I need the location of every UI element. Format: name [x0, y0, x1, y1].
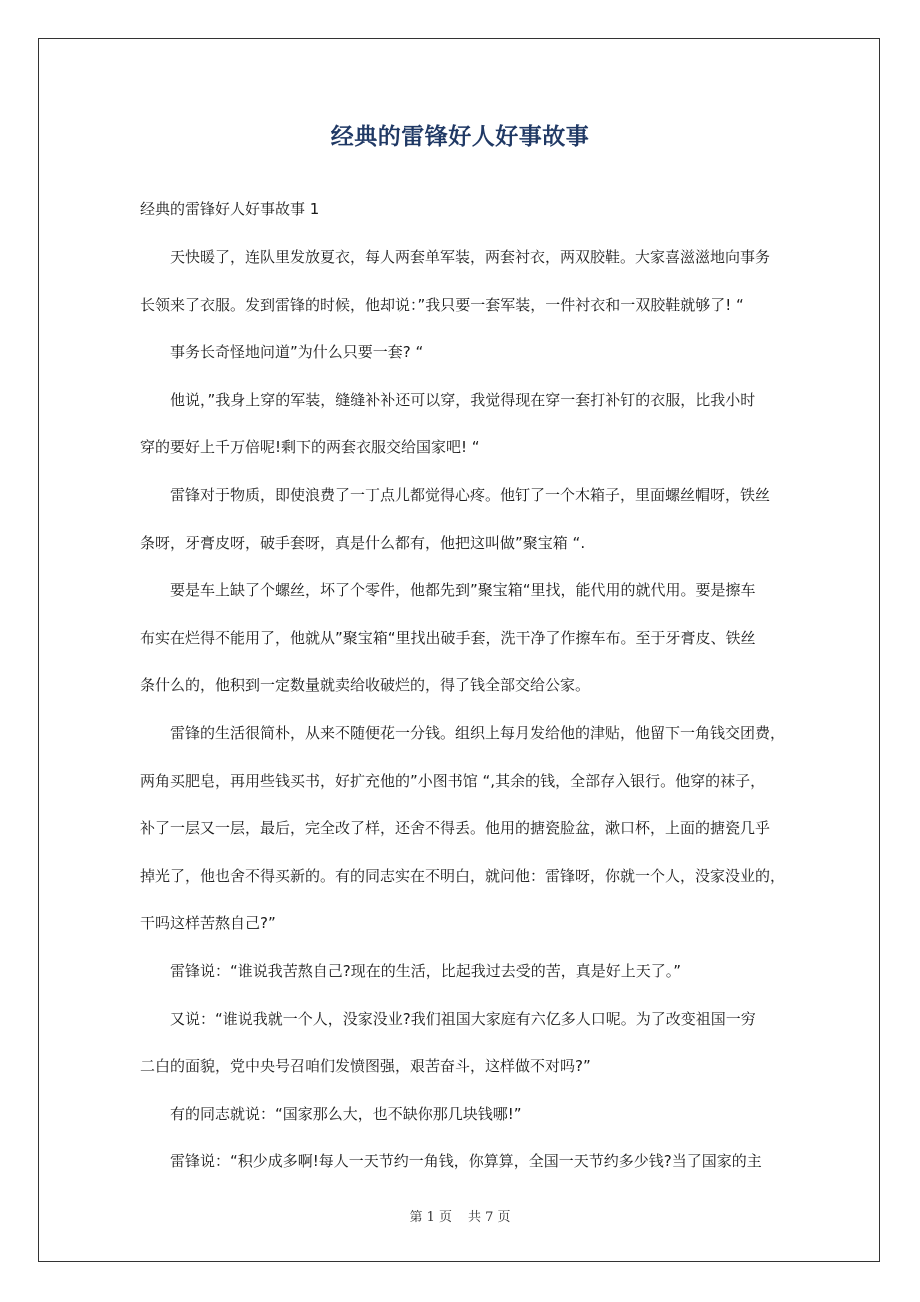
- text-line: 又说：“谁说我就一个人，没家没业?我们祖国大家庭有六亿多人口呢。为了改变祖国一穷: [170, 1009, 756, 1028]
- text-line: 条什么的，他积到一定数量就卖给收破烂的，得了钱全部交给公家。: [140, 676, 591, 695]
- text-line: 干吗这样苦熬自己?”: [140, 914, 276, 933]
- text-line: 有的同志就说：“国家那么大，也不缺你那几块钱哪!”: [170, 1104, 522, 1123]
- text-line: 雷锋说：“谁说我苦熬自己?现在的生活，比起我过去受的苦，真是好上天了。”: [170, 961, 682, 980]
- text-line: 掉光了，他也舍不得买新的。有的同志实在不明白，就问他：雷锋呀，你就一个人，没家没业的，: [140, 866, 786, 885]
- page-footer: [0, 1206, 920, 1225]
- section-heading: 经典的雷锋好人好事故事 1: [140, 200, 320, 218]
- document-title: 经典的雷锋好人好事故事: [330, 124, 590, 150]
- text-line: 他说，”我身上穿的军装，缝缝补补还可以穿，我觉得现在穿一套打补钉的衣服，比我小时: [170, 390, 756, 409]
- text-line: 两角买肥皂，再用些钱买书，好扩充他的”小图书馆 “,其余的钱，全部存入银行。他穿的袜子，: [140, 771, 766, 790]
- text-line: 雷锋说：“积少成多啊!每人一天节约一角钱，你算算，全国一天节约多少钱?当了国家的主: [170, 1152, 762, 1171]
- text-line: 雷锋对于物质，即使浪费了一丁点儿都觉得心疼。他钉了一个木箱子，里面螺丝帽呀，铁丝: [170, 485, 771, 504]
- text-line: 要是车上缺了个螺丝，坏了个零件，他都先到”聚宝箱“里找，能代用的就代用。要是擦车: [170, 581, 756, 600]
- text-line: 布实在烂得不能用了，他就从”聚宝箱“里找出破手套，洗干净了作擦车布。至于牙膏皮、铁丝: [140, 628, 756, 647]
- document-body: [140, 240, 790, 1192]
- text-line: 穿的要好上千万倍呢!剩下的两套衣服交给国家吧! “: [140, 438, 480, 457]
- text-line: 天快暖了，连队里发放夏衣，每人两套单军装，两套衬衣，两双胶鞋。大家喜滋滋地向事务: [170, 248, 771, 266]
- text-line: 二白的面貌，党中央号召咱们发愤图强，艰苦奋斗，这样做不对吗?”: [140, 1057, 591, 1076]
- page-total: 共 7 页: [468, 1210, 511, 1225]
- text-line: 事务长奇怪地问道”为什么只要一套? “: [170, 343, 424, 362]
- page-number: 第 1 页: [409, 1210, 452, 1225]
- text-line: 补了一层又一层，最后，完全改了样，还舍不得丢。他用的搪瓷脸盆，漱口杯，上面的搪瓷几乎: [140, 819, 771, 838]
- text-line: 条呀，牙膏皮呀，破手套呀，真是什么都有，他把这叫做”聚宝箱 “.: [140, 533, 586, 552]
- text-line: 长领来了衣服。发到雷锋的时候，他却说：”我只要一套军装，一件衬衣和一双胶鞋就够了! “: [140, 295, 744, 314]
- text-line: 雷锋的生活很简朴，从来不随便花一分钱。组织上每月发给他的津贴，他留下一角钱交团费，: [170, 723, 786, 742]
